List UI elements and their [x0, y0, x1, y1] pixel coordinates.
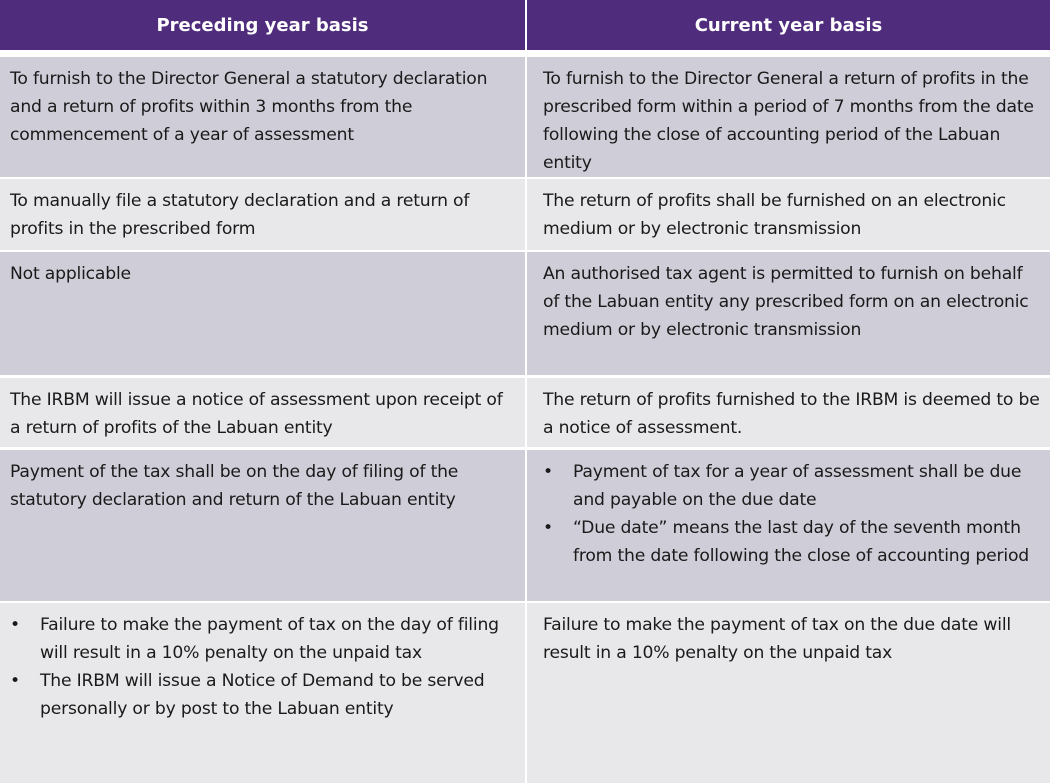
- table-row: [0, 378, 1050, 447]
- cell-current: Failure to make the payment of tax on the due date will result in a 10% penalty on the unpaid tax: [527, 603, 1050, 783]
- cell-preceding: To furnish to the Director General a statutory declaration and a return of profits within 3 months from the commencement of a year of assessment: [0, 57, 525, 177]
- table-row: [0, 57, 1050, 177]
- table-row: [0, 603, 1050, 783]
- cell-current: To furnish to the Director General a return of profits in the prescribed form within a period of 7 months from the date following the close of accounting period of the Labuan entity: [527, 57, 1050, 177]
- bullet-item: • “Due date” means the last day of the seventh month from the date following the close of accounting period: [543, 514, 1040, 570]
- table-row: [0, 252, 1050, 375]
- table-row: [0, 450, 1050, 601]
- cell-preceding: Payment of the tax shall be on the day of filing of the statutory declaration and return of the Labuan entity: [0, 450, 525, 601]
- bullet-item: • The IRBM will issue a Notice of Demand to be served personally or by post to the Labuan entity: [10, 667, 515, 723]
- table-row: [0, 179, 1050, 250]
- bullet-list: [543, 458, 1040, 570]
- bullet-list: [10, 611, 515, 723]
- header-preceding-year-basis: Preceding year basis: [0, 0, 525, 50]
- cell-preceding: Not applicable: [0, 252, 525, 375]
- cell-current: An authorised tax agent is permitted to furnish on behalf of the Labuan entity any prescribed form on an electronic medium or by electronic transmission: [527, 252, 1050, 375]
- table-header: [0, 0, 1050, 50]
- cell-preceding: To manually file a statutory declaration and a return of profits in the prescribed form: [0, 179, 525, 250]
- cell-preceding: [0, 603, 525, 783]
- bullet-item: • Payment of tax for a year of assessment shall be due and payable on the due date: [543, 458, 1040, 514]
- cell-current: The return of profits shall be furnished on an electronic medium or by electronic transmission: [527, 179, 1050, 250]
- cell-current: [527, 450, 1050, 601]
- bullet-item: • Failure to make the payment of tax on the day of filing will result in a 10% penalty on the unpaid tax: [10, 611, 515, 667]
- cell-preceding: The IRBM will issue a notice of assessment upon receipt of a return of profits of the Labuan entity: [0, 378, 525, 447]
- cell-current: The return of profits furnished to the IRBM is deemed to be a notice of assessment.: [527, 378, 1050, 447]
- header-current-year-basis: Current year basis: [527, 0, 1050, 50]
